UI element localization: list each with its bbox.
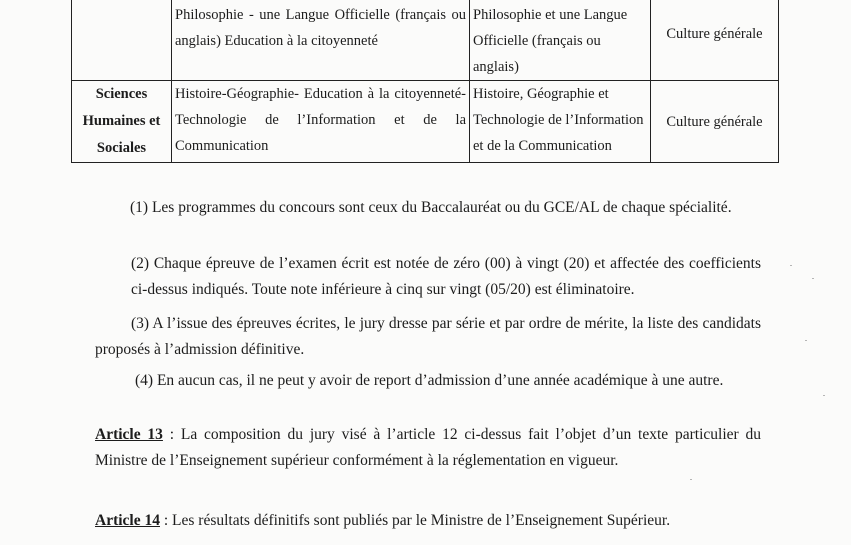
subjects-cell: Histoire-Géographie- Education à la citoyenneté-Technologie de l’Information et de la Communication <box>172 81 470 163</box>
category-cell: Culture générale <box>651 0 779 81</box>
article-14 <box>95 508 761 534</box>
domain-cell <box>72 81 172 163</box>
paragraph-4: (4) En aucun cas, il ne peut y avoir de report d’admission d’une année académique à une autre. <box>135 372 724 389</box>
program-cell: Philosophie et une Langue Officielle (français ou anglais) <box>470 0 651 81</box>
paragraph-2: (2) Chaque épreuve de l’examen écrit est notée de zéro (00) à vingt (20) et affectée des coefficients ci-dessus indiqués. Toute note inférieure à cinq sur vingt (05/20) est éliminatoire. <box>131 255 761 298</box>
paragraph-3: (3) A l’issue des épreuves écrites, le jury dresse par série et par ordre de mérite, la liste des candidats proposés à l’admission définitive. <box>95 315 761 358</box>
article-label: Article 14 <box>95 512 160 529</box>
article-text: : La composition du jury visé à l’article 12 ci-dessus fait l’objet d’un texte particulier du Ministre de l’Enseignement supérieur conformément à la réglementation en vigueur. <box>95 426 761 469</box>
scan-speck <box>812 278 814 279</box>
table-row <box>72 81 779 163</box>
domain-line: Sociales <box>96 140 147 156</box>
subjects-cell: Philosophie - une Langue Officielle (français ou anglais) Education à la citoyenneté <box>172 0 470 81</box>
category-cell: Culture générale <box>651 81 779 163</box>
table-row <box>72 0 779 81</box>
program-table <box>71 0 779 163</box>
program-cell: Histoire, Géographie et Technologie de l’Information et de la Communication <box>470 81 651 163</box>
scan-speck <box>790 265 792 266</box>
paragraph-1: (1) Les programmes du concours sont ceux du Baccalauréat ou du GCE/AL de chaque spécialité. <box>130 199 732 216</box>
scan-speck <box>805 340 807 341</box>
domain-line: Humaines et <box>82 113 161 129</box>
article-label: Article 13 <box>95 426 163 443</box>
domain-cell <box>72 0 172 81</box>
article-13 <box>95 422 761 474</box>
scan-speck <box>823 395 825 396</box>
scan-speck <box>690 479 692 480</box>
domain-line: Sciences <box>95 86 148 102</box>
article-text: : Les résultats définitifs sont publiés par le Ministre de l’Enseignement Supérieur. <box>159 512 671 529</box>
